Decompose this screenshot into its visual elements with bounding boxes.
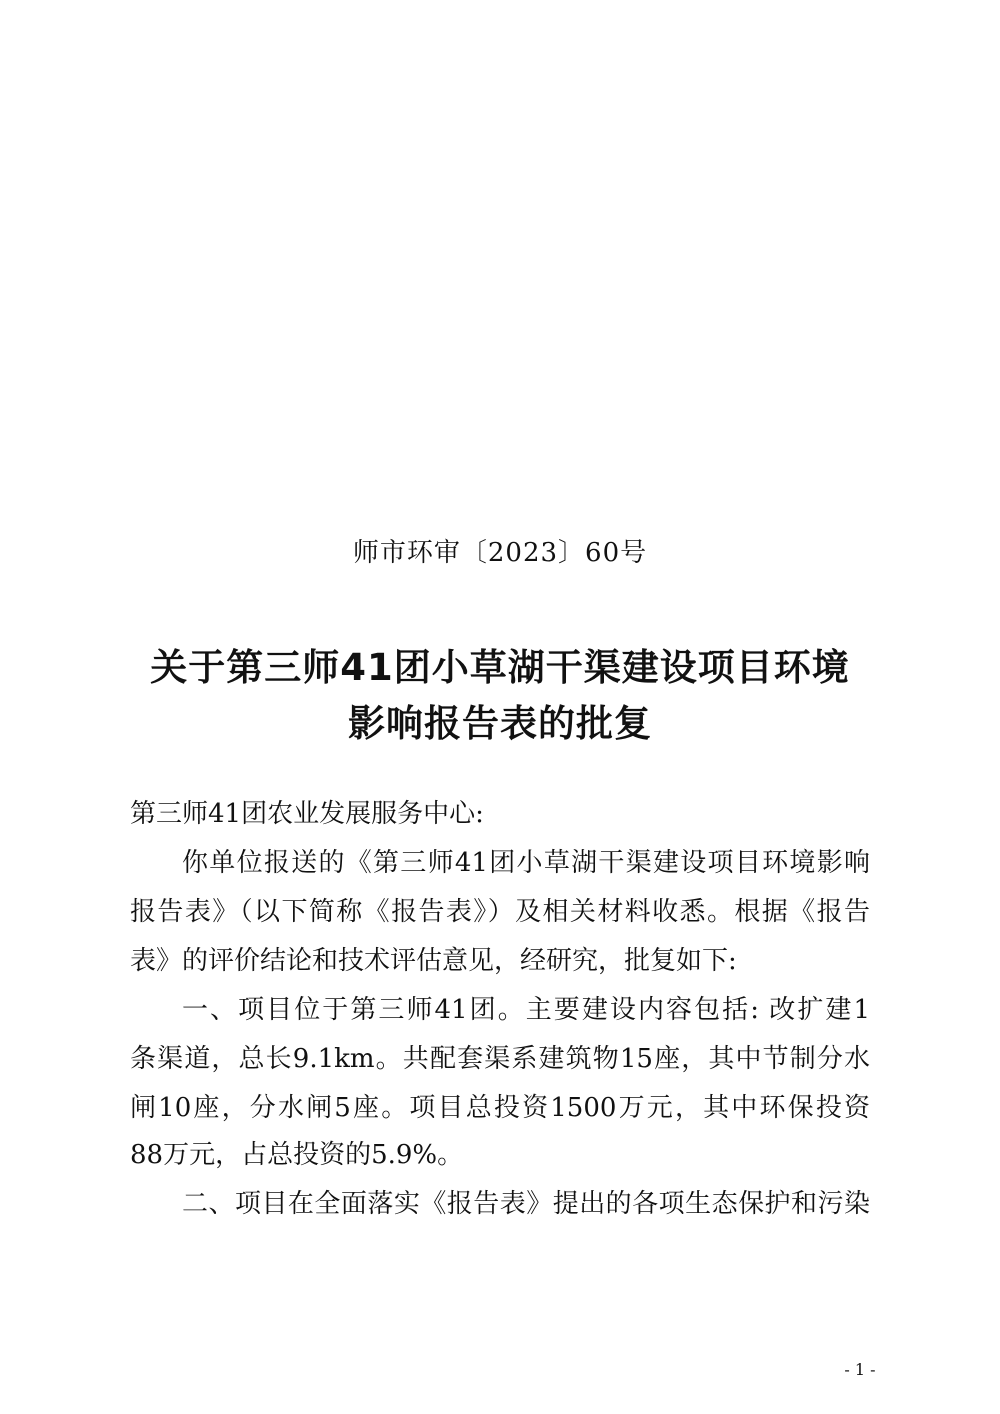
paragraph-2-line-4: 88万元，占总投资的5.9%。 [130, 1140, 464, 1170]
page-number: - 1 - [844, 1360, 876, 1379]
paragraph-3-line-1: 二、项目在全面落实《报告表》提出的各项生态保护和污染 [182, 1189, 870, 1219]
paragraph-1-line-1: 你单位报送的《第三师41团小草湖干渠建设项目环境影响 [182, 848, 870, 878]
paragraph-2-line-1: 一、项目位于第三师41团。主要建设内容包括: 改扩建1 [182, 995, 870, 1025]
document-number: 师市环审〔2023〕60号 [352, 538, 648, 568]
addressee: 第三师41团农业发展服务中心: [130, 799, 484, 829]
paragraph-1-line-3: 表》的评价结论和技术评估意见，经研究，批复如下: [130, 946, 737, 976]
document-title-line-2: 影响报告表的批复 [348, 702, 652, 745]
paragraph-2-line-3: 闸10座，分水闸5座。项目总投资1500万元，其中环保投资 [130, 1093, 870, 1123]
paragraph-1-line-2: 报告表》（以下简称《报告表》）及相关材料收悉。根据《报告 [130, 897, 870, 927]
document-title-line-1: 关于第三师41团小草湖干渠建设项目环境 [150, 646, 850, 689]
paragraph-2-line-2: 条渠道，总长9.1km。共配套渠系建筑物15座，其中节制分水 [130, 1044, 870, 1074]
